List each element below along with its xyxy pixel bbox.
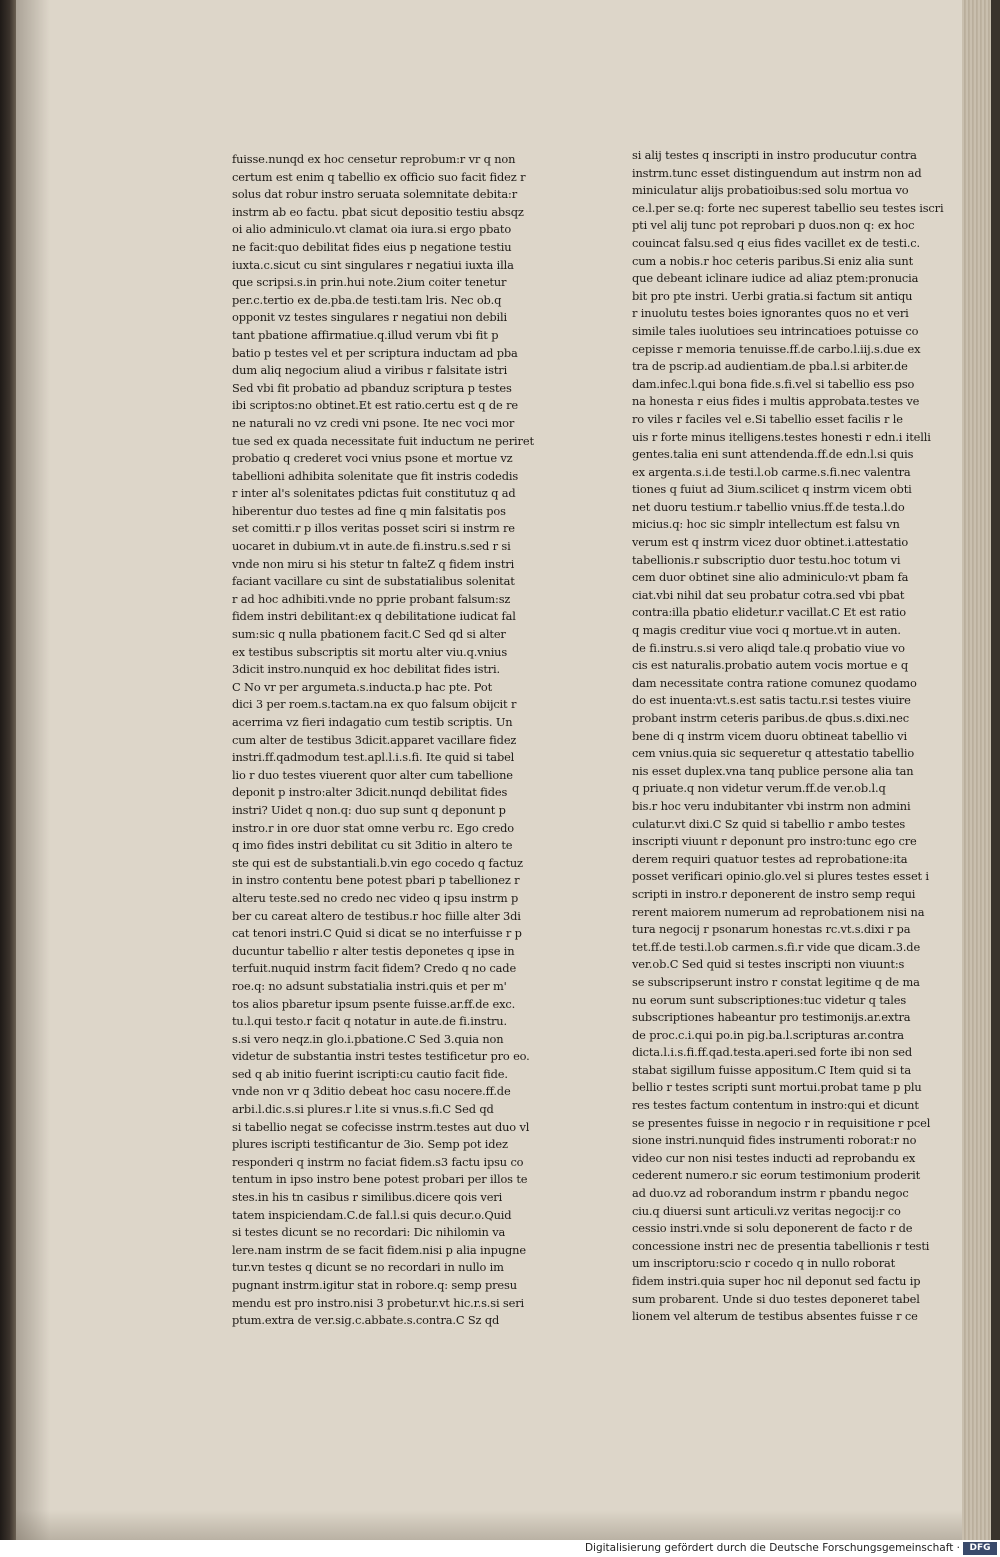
text-line: couincat falsu.sed q eius fides vacillet ex de testi.c. xyxy=(632,235,920,250)
text-line: ce.l.per se.q: forte nec superest tabellio seu testes iscri xyxy=(632,200,944,215)
text-line: q priuate.q non videtur verum.ff.de ver.ob.l.q xyxy=(632,781,886,796)
text-line: lio r duo testes viuerent quor alter cum tabellione xyxy=(232,767,513,782)
text-line: ber cu careat altero de testibus.r hoc fiille alter 3di xyxy=(232,908,521,923)
text-line: tet.ff.de testi.l.ob carmen.s.fi.r vide que dicam.3.de xyxy=(632,939,921,954)
text-line: que scripsi.s.in prin.hui note.2ium coiter tenetur xyxy=(232,275,507,290)
text-line: ciu.q diuersi sunt articuli.vz veritas negocij:r co xyxy=(632,1203,901,1218)
text-line: cum a nobis.r hoc ceteris paribus.Si eniz alia sunt xyxy=(632,253,914,268)
text-line: instri? Uidet q non.q: duo sup sunt q deponunt p xyxy=(232,802,506,817)
text-line: terfuit.nuquid instrm facit fidem? Credo q no cade xyxy=(232,961,517,976)
text-line: si alij testes q inscripti in instro producutur contra xyxy=(632,148,917,162)
text-line: probant instrm ceteris paribus.de qbus.s.dixi.nec xyxy=(632,711,909,725)
text-line: bit pro pte instri. Uerbi gratia.si factum sit antiqu xyxy=(632,288,913,303)
text-line: opponit vz testes singulares r negatiui non debili xyxy=(232,310,507,325)
text-line: acerrima vz fieri indagatio cum testib scriptis. Un xyxy=(232,715,513,729)
text-line: cem duor obtinet sine alio adminiculo:vt pbam fa xyxy=(632,570,909,585)
text-line: solus dat robur instro seruata solemnitate debita:r xyxy=(232,187,518,202)
text-line: arbi.l.dic.s.si plures.r l.ite si vnus.s.fi.C Sed qd xyxy=(232,1102,494,1117)
text-line: de fi.instru.s.si vero aliqd tale.q probatio viue vo xyxy=(632,640,905,655)
text-column-right xyxy=(632,147,962,1326)
text-line: na honesta r eius fides i multis approbata.testes ve xyxy=(632,394,920,409)
text-line: batio p testes vel et per scriptura inductam ad pba xyxy=(232,345,518,360)
text-line: tura negocij r psonarum honestas rc.vt.s.dixi r pa xyxy=(632,922,911,937)
text-line: per.c.tertio ex de.pba.de testi.tam lris. Nec ob.q xyxy=(232,292,502,307)
text-line: micius.q: hoc sic simplr intellectum est falsu vn xyxy=(632,517,900,532)
text-line: tos alios pbaretur ipsum psente fuisse.ar.ff.de exc. xyxy=(232,996,516,1011)
text-line: sum probarent. Unde si duo testes deponeret tabel xyxy=(632,1291,920,1306)
digitization-footer xyxy=(0,1540,1000,1557)
text-line: miniculatur alijs probatioibus:sed solu mortua vo xyxy=(632,183,909,198)
text-line: bene di q instrm vicem duoru obtineat tabellio vi xyxy=(632,728,907,743)
page-bottom-shadow xyxy=(10,1510,962,1540)
text-line: Sed vbi fit probatio ad pbanduz scriptura p testes xyxy=(232,380,512,395)
text-line: uis r forte minus itelligens.testes honesti r edn.i itelli xyxy=(632,429,931,444)
text-line: sione instri.nunquid fides instrumenti roborat:r no xyxy=(632,1133,917,1148)
text-line: si tabellio negat se cofecisse instrm.testes aut duo vl xyxy=(232,1119,530,1134)
text-line: alteru teste.sed no credo nec video q ipsu instrm p xyxy=(232,890,519,905)
text-line: cepisse r memoria tenuisse.ff.de carbo.l.iij.s.due ex xyxy=(632,341,921,356)
text-line: oi alio adminiculo.vt clamat oia iura.si ergo pbato xyxy=(232,222,512,237)
text-line: set comitti.r p illos veritas posset sciri si instrm re xyxy=(232,521,515,536)
text-line: in instro contentu bene potest pbari p tabellionez r xyxy=(232,873,520,888)
text-line: simile tales iuolutioes seu intrincatioes potuisse co xyxy=(632,323,919,338)
text-line: instri.ff.qadmodum test.apl.l.i.s.fi. Ite quid si tabel xyxy=(232,750,515,765)
text-line: roe.q: no adsunt substatialia instri.quis et per m' xyxy=(232,978,507,993)
text-line: tue sed ex quada necessitate fuit inductum ne periret xyxy=(232,433,534,448)
text-line: nis esset duplex.vna tanq publice persone alia tan xyxy=(632,763,914,778)
text-line: net duoru testium.r tabellio vnius.ff.de testa.l.do xyxy=(632,499,905,514)
dfg-logo: DFG xyxy=(963,1542,997,1555)
text-line: tiones q fuiut ad 3ium.scilicet q instrm vicem obti xyxy=(632,482,912,497)
text-line: pti vel alij tunc pot reprobari p duos.non q: ex hoc xyxy=(632,218,915,233)
text-line: ver.ob.C Sed quid si testes inscripti non viuunt:s xyxy=(632,957,905,972)
text-line: probatio q crederet voci vnius psone et mortue vz xyxy=(232,451,513,466)
text-line: pugnant instrm.igitur stat in robore.q: semp presu xyxy=(232,1278,517,1292)
text-line: deponit p instro:alter 3dicit.nunqd debilitat fides xyxy=(232,785,508,800)
text-line: ex argenta.s.i.de testi.l.ob carme.s.fi.nec valentra xyxy=(632,464,911,479)
text-line: tu.l.qui testo.r facit q notatur in aute.de fi.instru. xyxy=(232,1014,507,1029)
text-line: ptum.extra de ver.sig.c.abbate.s.contra.C Sz qd xyxy=(232,1313,500,1328)
text-line: vnde non vr q 3ditio debeat hoc casu nocere.ff.de xyxy=(232,1084,511,1099)
funding-credit: Digitalisierung gefördert durch die Deutsche Forschungsgemeinschaft · xyxy=(584,1542,960,1554)
text-line: video cur non nisi testes inducti ad reprobandu ex xyxy=(632,1150,916,1165)
text-line: dici 3 per roem.s.tactam.na ex quo falsum obijcit r xyxy=(232,697,517,712)
text-line: contra:illa pbatio elidetur.r vacillat.C Et est ratio xyxy=(632,605,907,620)
text-line: rerent maiorem numerum ad reprobationem nisi na xyxy=(632,904,925,919)
text-line: posset verificari opinio.glo.vel si plures testes esset i xyxy=(632,869,929,884)
text-line: dam.infec.l.qui bona fide.s.fi.vel si tabellio ess pso xyxy=(632,376,915,391)
text-line: stabat sigillum fuisse appositum.C Item quid si ta xyxy=(632,1062,912,1077)
text-line: se subscripserunt instro r constat legitime q de ma xyxy=(632,974,920,989)
text-line: q imo fides instri debilitat cu sit 3ditio in altero te xyxy=(232,838,513,853)
text-line: ex testibus subscriptis sit mortu alter viu.q.vnius xyxy=(232,644,508,659)
text-line: uocaret in dubium.vt in aute.de fi.instru.s.sed r si xyxy=(232,539,511,554)
text-line: concessione instri nec de presentia tabellionis r testi xyxy=(632,1238,930,1253)
text-line: stes.in his tn casibus r similibus.dicere qois veri xyxy=(232,1190,503,1205)
text-line: sed q ab initio fuerint iscripti:cu cautio facit fide. xyxy=(232,1066,508,1081)
text-line: tabellionis.r subscriptio duor testu.hoc totum vi xyxy=(632,552,901,567)
text-line: hiberentur duo testes ad fine q min falsitatis pos xyxy=(232,503,506,518)
text-line: dum aliq negocium aliud a viribus r falsitate istri xyxy=(232,363,508,378)
text-line: r inter al's solenitates pdictas fuit constitutuz q ad xyxy=(232,486,516,501)
text-line: ciat.vbi nihil dat seu probatur cotra.sed vbi pbat xyxy=(632,587,905,602)
text-line: ro viles r faciles vel e.Si tabellio esset facilis r le xyxy=(632,411,903,426)
text-line: derem requiri quatuor testes ad reprobatione:ita xyxy=(632,851,908,866)
text-line: cum alter de testibus 3dicit.apparet vacillare fidez xyxy=(232,732,517,747)
text-line: que debeant iclinare iudice ad aliaz ptem:pronucia xyxy=(632,271,919,286)
text-line: sum:sic q nulla pbationem facit.C Sed qd si alter xyxy=(232,627,506,642)
text-line: um inscriptoru:scio r cocedo q in nullo roborat xyxy=(632,1256,896,1271)
text-line: cessio instri.vnde si solu deponerent de facto r de xyxy=(632,1221,913,1236)
text-line: dam necessitate contra ratione comunez quodamo xyxy=(632,675,917,690)
text-line: 3dicit instro.nunquid ex hoc debilitat fides istri. xyxy=(232,662,501,677)
gutter-shadow xyxy=(10,0,50,1540)
text-line: lionem vel alterum de testibus absentes fuisse r ce xyxy=(632,1309,918,1324)
text-line: culatur.vt dixi.C Sz quid si tabellio r ambo testes xyxy=(632,816,906,831)
page-fore-edge xyxy=(962,0,1000,1540)
text-line: tra de pscrip.ad audientiam.de pba.l.si arbiter.de xyxy=(632,359,908,374)
text-line: tant pbatione affirmatiue.q.illud verum vbi fit p xyxy=(232,327,499,342)
text-line: cederent numero.r sic eorum testimonium proderit xyxy=(632,1168,921,1183)
text-line: cem vnius.quia sic sequeretur q attestatio tabellio xyxy=(632,746,915,761)
text-line: fuisse.nunqd ex hoc censetur reprobum:r vr q non xyxy=(232,152,516,166)
text-line: plures iscripti testificantur de 3io. Semp pot idez xyxy=(232,1137,508,1152)
text-line: fidem instri.quia super hoc nil deponut sed factu ip xyxy=(632,1274,921,1288)
text-line: ducuntur tabellio r alter testis deponetes q ipse in xyxy=(232,943,515,958)
text-line: instrm.tunc esset distinguendum aut instrm non ad xyxy=(632,165,922,180)
text-line: q magis creditur viue voci q mortue.vt in auten. xyxy=(632,623,901,638)
book-cover-edge xyxy=(991,0,1000,1540)
text-line: ad duo.vz ad roborandum instrm r pbandu negoc xyxy=(632,1186,909,1201)
text-line: mendu est pro instro.nisi 3 probetur.vt hic.r.s.si seri xyxy=(232,1295,524,1310)
text-line: C No vr per argumeta.s.inducta.p hac pte. Pot xyxy=(232,679,492,694)
text-line: s.si vero neqz.in glo.i.pbatione.C Sed 3.quia non xyxy=(232,1031,504,1046)
text-line: ste qui est de substantiali.b.vin ego cocedo q factuz xyxy=(232,855,523,870)
text-line: instrm ab eo factu. pbat sicut depositio testiu absqz xyxy=(232,204,524,219)
text-line: instro.r in ore duor stat omne verbu rc. Ego credo xyxy=(232,820,515,835)
text-line: nu eorum sunt subscriptiones:tuc videtur q tales xyxy=(632,992,907,1007)
text-column-left xyxy=(232,151,554,1330)
text-line: videtur de substantia instri testes testificetur pro eo. xyxy=(232,1049,530,1064)
text-line: fidem instri debilitant:ex q debilitatione iudicat fal xyxy=(232,609,516,624)
text-line: ne facit:quo debilitat fides eius p negatione testiu xyxy=(232,239,512,254)
text-line: tentum in ipso instro bene potest probari per illos te xyxy=(232,1172,528,1187)
text-line: dicta.l.i.s.fi.ff.qad.testa.aperi.sed forte ibi non sed xyxy=(632,1045,913,1060)
text-line: do est inuenta:vt.s.est satis tactu.r.si testes viuire xyxy=(632,693,911,708)
text-line: scripti in instro.r deponerent de instro semp requi xyxy=(632,886,916,901)
text-line: vnde non miru si his stetur tn falteZ q fidem instri xyxy=(232,556,515,571)
text-line: cat tenori instri.C Quid si dicat se no interfuisse r p xyxy=(232,926,522,941)
text-line: se presentes fuisse in negocio r in requisitione r pcel xyxy=(632,1115,931,1130)
text-line: ne naturali no vz credi vni psone. Ite nec voci mor xyxy=(232,415,515,430)
book-binding-edge xyxy=(0,0,16,1557)
text-line: de proc.c.i.qui po.in pig.ba.l.scripturas ar.contra xyxy=(632,1027,904,1042)
text-line: verum est q instrm vicez duor obtinet.i.attestatio xyxy=(632,535,909,550)
text-line: inscripti viuunt r deponunt pro instro:tunc ego cre xyxy=(632,834,917,849)
text-line: lere.nam instrm de se facit fidem.nisi p alia inpugne xyxy=(232,1242,526,1257)
text-line: bis.r hoc veru indubitanter vbi instrm non admini xyxy=(632,798,911,813)
text-line: ibi scriptos:no obtinet.Et est ratio.certu est q de re xyxy=(232,398,518,413)
text-line: subscriptiones habeantur pro testimonijs.ar.extra xyxy=(632,1010,911,1025)
text-line: r inuolutu testes boies ignorantes quos no et veri xyxy=(632,306,909,321)
text-line: iuxta.c.sicut cu sint singulares r negatiui iuxta illa xyxy=(232,257,514,272)
text-line: bellio r testes scripti sunt mortui.probat tame p plu xyxy=(632,1080,922,1095)
text-line: faciant vacillare cu sint de substatialibus solenitat xyxy=(232,574,515,589)
text-line: certum est enim q tabellio ex officio suo facit fidez r xyxy=(232,169,526,184)
text-line: gentes.talia eni sunt attendenda.ff.de edn.l.si quis xyxy=(632,447,914,462)
text-line: responderi q instrm no faciat fidem.s3 factu ipsu co xyxy=(232,1154,524,1169)
text-line: r ad hoc adhibiti.vnde no pprie probant falsum:sz xyxy=(232,591,511,606)
text-line: cis est naturalis.probatio autem vocis mortue e q xyxy=(632,658,909,673)
text-line: tabellioni adhibita solenitate que fit instris codedis xyxy=(232,468,519,483)
text-line: si testes dicunt se no recordari: Dic nihilomin va xyxy=(232,1225,506,1240)
text-line: tur.vn testes q dicunt se no recordari in nullo im xyxy=(232,1260,504,1275)
text-line: res testes factum contentum in instro:qui et dicunt xyxy=(632,1098,919,1113)
text-line: tatem inspiciendam.C.de fal.l.si quis decur.o.Quid xyxy=(232,1207,512,1222)
